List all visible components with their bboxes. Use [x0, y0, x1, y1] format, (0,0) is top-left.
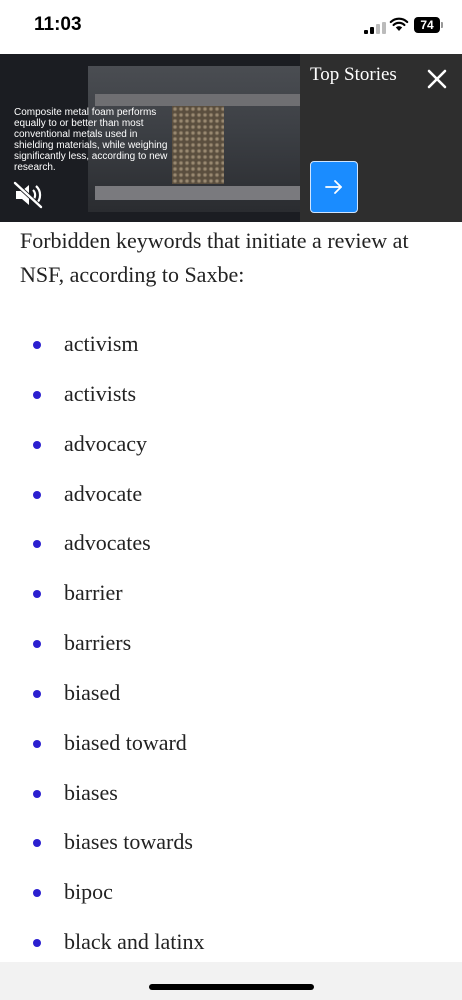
bullet-icon [33, 690, 41, 698]
list-item [0, 376, 462, 426]
top-stories-panel [300, 54, 462, 222]
keyword-list [0, 326, 462, 974]
video-ad-banner[interactable] [0, 54, 462, 222]
keyword-text: biased toward [64, 729, 187, 755]
status-bar [0, 0, 462, 54]
keyword-text: advocacy [64, 430, 148, 456]
bullet-icon [33, 839, 41, 847]
keyword-text: advocates [64, 530, 151, 556]
battery-level: 74 [420, 18, 434, 32]
keyword-text: activism [64, 331, 139, 356]
cellular-signal-icon [364, 22, 386, 34]
video-player[interactable] [0, 54, 300, 222]
list-item [0, 874, 462, 924]
keyword-text: advocate [64, 480, 143, 506]
article-intro: Forbidden keywords that initiate a review at NSF, according to Saxbe: [20, 228, 409, 287]
list-item [0, 326, 462, 376]
bullet-icon [33, 889, 41, 897]
home-indicator[interactable] [149, 984, 314, 990]
status-time: 11:03 [34, 14, 82, 35]
keyword-text: barriers [64, 630, 132, 656]
keyword-text: activists [64, 380, 137, 406]
bullet-icon [33, 640, 41, 648]
muted-speaker-icon[interactable] [12, 180, 44, 210]
bullet-icon [33, 590, 41, 598]
battery-icon [414, 17, 444, 33]
bullet-icon [33, 491, 41, 499]
bullet-icon [33, 939, 41, 947]
video-caption: Composite metal foam performs equally to or better than most conventional metals used in shielding materials, while weighing significantly less, according to new research. [14, 107, 168, 173]
keyword-text: biases [64, 779, 118, 805]
list-item [0, 675, 462, 725]
keyword-text: biases towards [64, 829, 193, 855]
bullet-icon [33, 441, 41, 449]
keyword-text: black and latinx [64, 929, 205, 955]
top-stories-label: Top Stories [310, 64, 397, 85]
close-icon[interactable] [426, 68, 448, 90]
bullet-icon [33, 391, 41, 399]
list-item [0, 575, 462, 625]
keyword-text: bipoc [64, 879, 113, 905]
browser-bottom-bar [0, 962, 462, 1000]
wifi-icon [389, 16, 409, 32]
bullet-icon [33, 341, 41, 349]
list-item [0, 824, 462, 874]
video-frame-detail [172, 106, 224, 184]
list-item [0, 725, 462, 775]
video-frame-detail [95, 186, 300, 200]
arrow-right-icon [324, 178, 344, 196]
bullet-icon [33, 740, 41, 748]
bullet-icon [33, 790, 41, 798]
list-item [0, 525, 462, 575]
keyword-text: barrier [64, 580, 123, 606]
list-item [0, 426, 462, 476]
keyword-text: biased [64, 679, 121, 705]
list-item [0, 775, 462, 825]
video-frame-detail [95, 94, 300, 106]
list-item [0, 476, 462, 526]
list-item [0, 625, 462, 675]
bullet-icon [33, 540, 41, 548]
next-story-button[interactable] [310, 161, 358, 213]
